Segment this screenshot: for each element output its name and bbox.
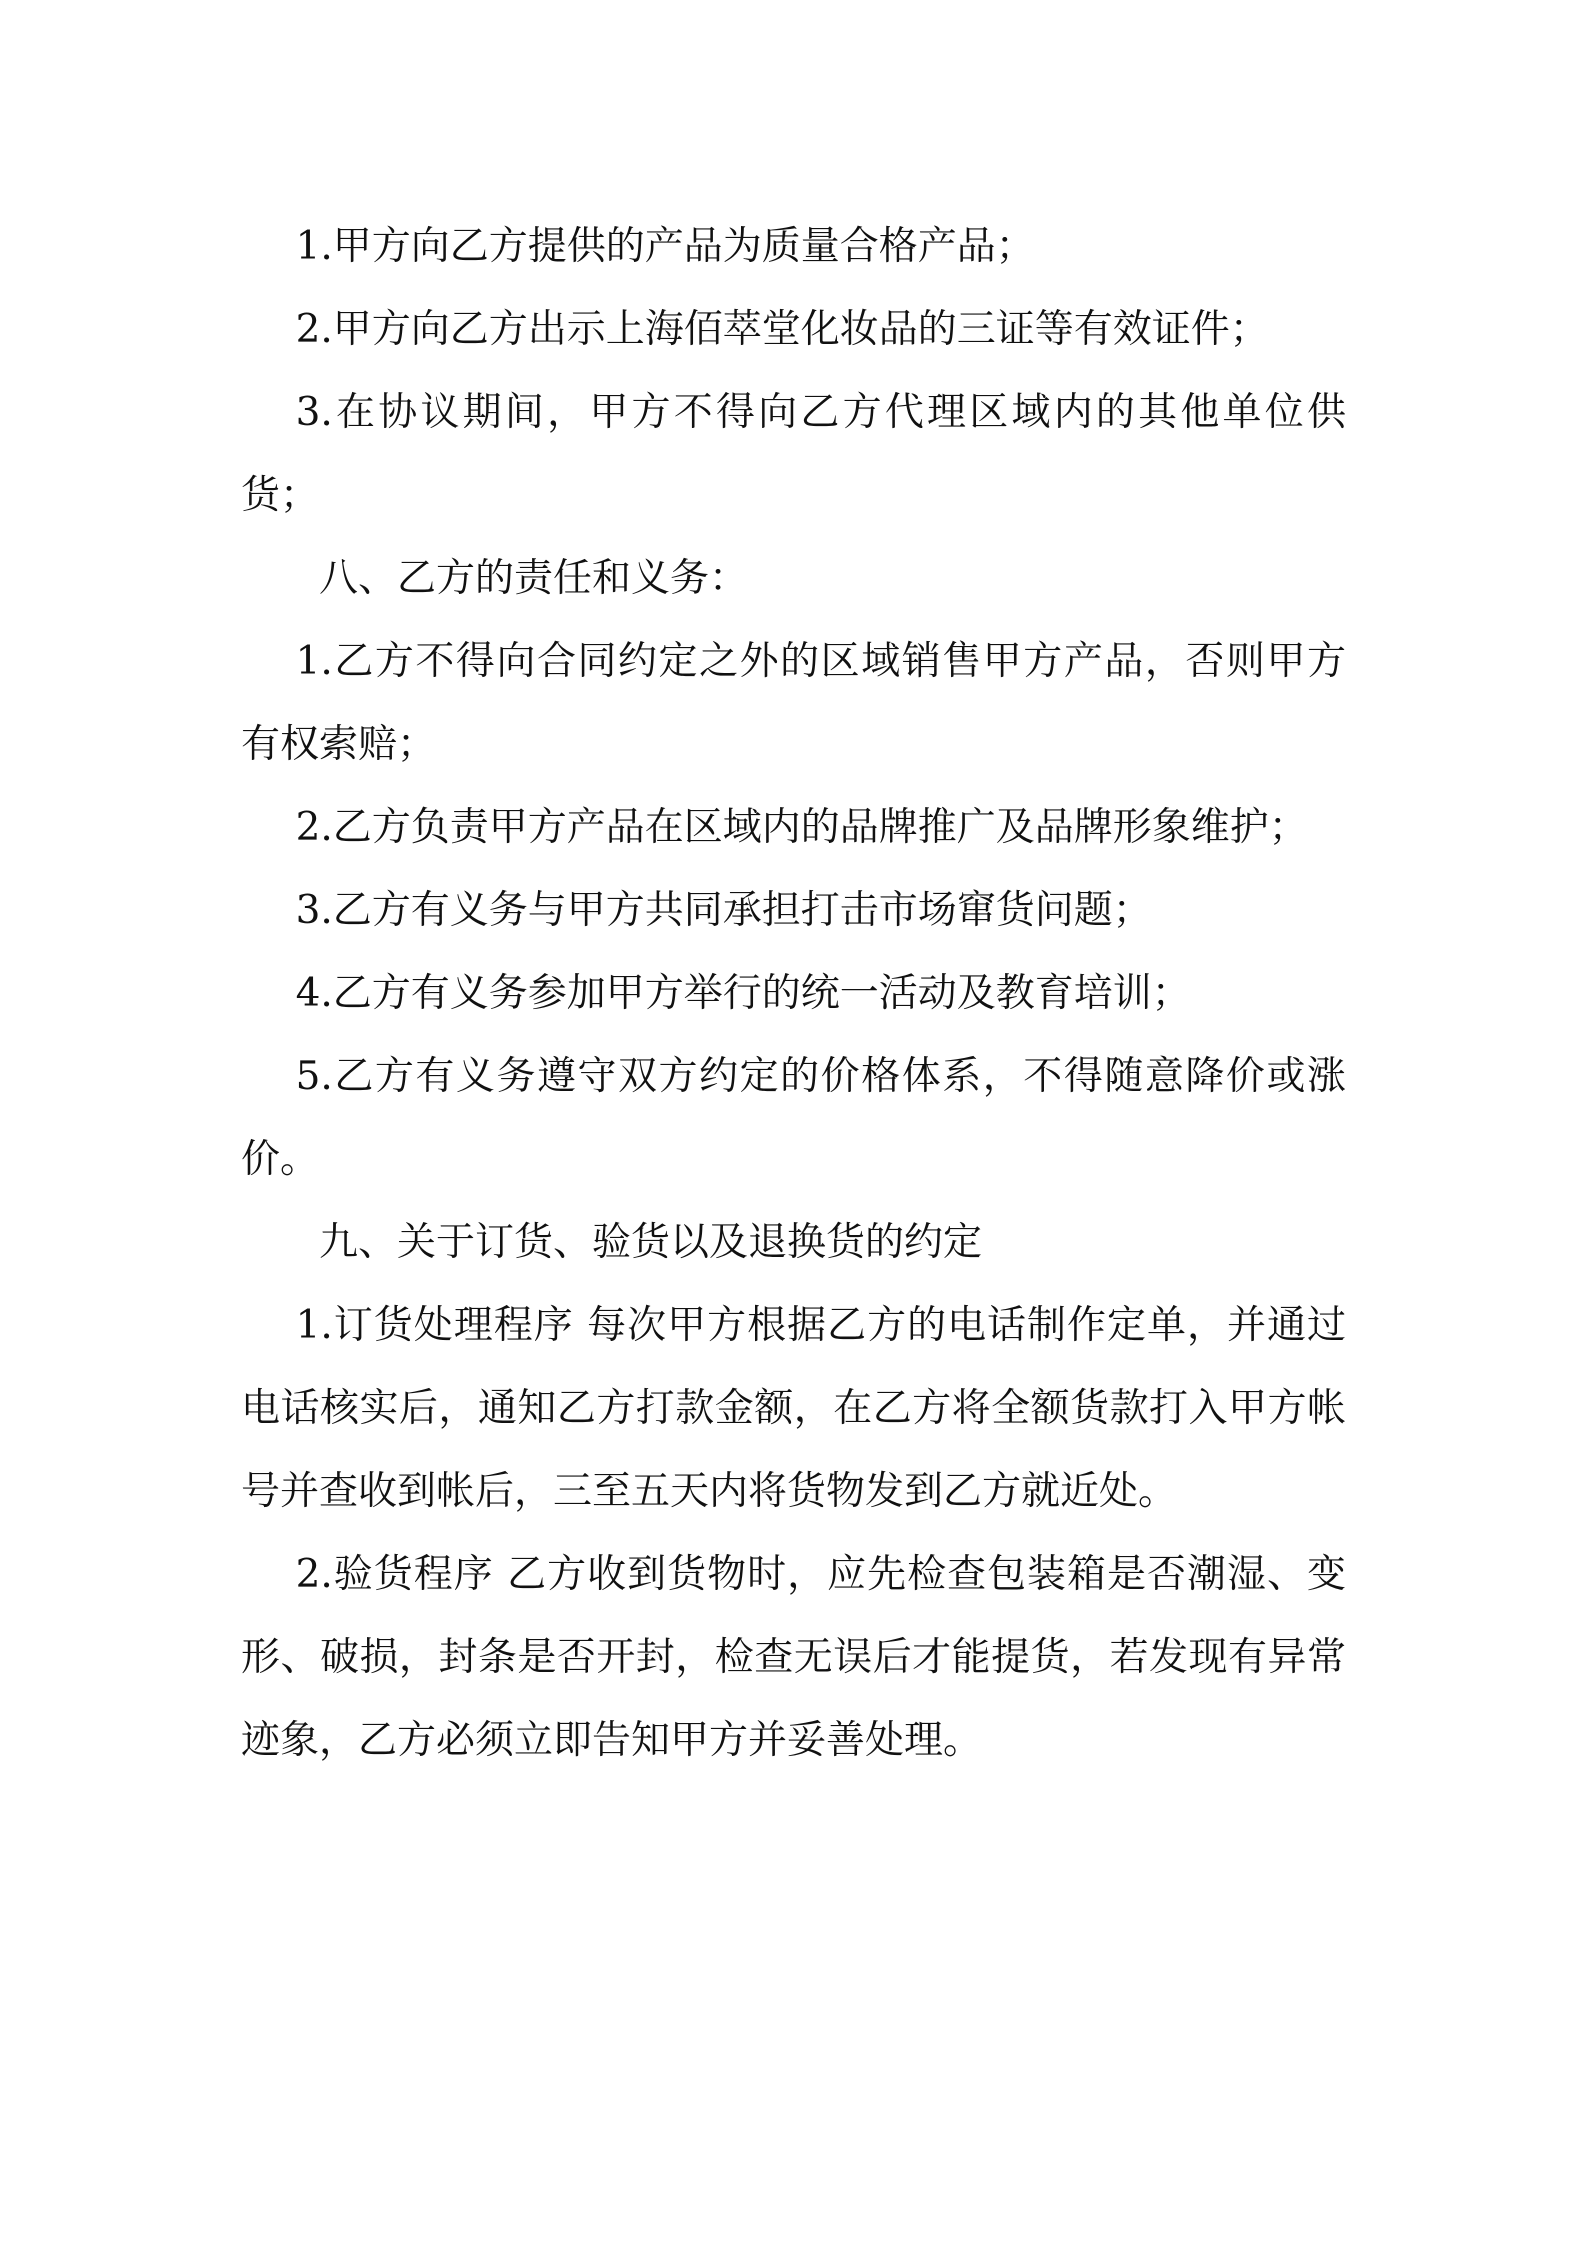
clause-party-a-1: 1.甲方向乙方提供的产品为质量合格产品； [295, 224, 1035, 269]
clause-party-b-4: 4.乙方有义务参加甲方举行的统一活动及教育培训； [295, 971, 1191, 1016]
clause-party-b-5: 5.乙方有义务遵守双方约定的价格体系，不得随意降价或涨价。 [241, 1054, 1346, 1182]
clause-party-a-2: 2.甲方向乙方出示上海佰萃堂化妆品的三证等有效证件； [295, 307, 1269, 352]
clause-party-b-2: 2.乙方负责甲方产品在区域内的品牌推广及品牌形象维护； [295, 805, 1308, 850]
clause-party-a-3: 3.在协议期间，甲方不得向乙方代理区域内的其他单位供货； [241, 390, 1346, 518]
clause-party-b-1: 1.乙方不得向合同约定之外的区域销售甲方产品，否则甲方有权索赔； [241, 639, 1346, 767]
document-body [241, 205, 1346, 1782]
section-heading-eight: 八、乙方的责任和义务： [319, 556, 749, 601]
clause-party-b-3: 3.乙方有义务与甲方共同承担打击市场窜货问题； [295, 888, 1152, 933]
clause-inspection-2: 2.验货程序 乙方收到货物时，应先检查包装箱是否潮湿、变形、破损，封条是否开封，检查无误后才能提货，若发现有异常迹象，乙方必须立即告知甲方并妥善处理。 [241, 1552, 1346, 1763]
clause-ordering-1: 1.订货处理程序 每次甲方根据乙方的电话制作定单，并通过电话核实后，通知乙方打款金额，在乙方将全额货款打入甲方帐号并查收到帐后，三至五天内将货物发到乙方就近处。 [241, 1303, 1346, 1514]
section-heading-nine: 九、关于订货、验货以及退换货的约定 [319, 1220, 983, 1265]
